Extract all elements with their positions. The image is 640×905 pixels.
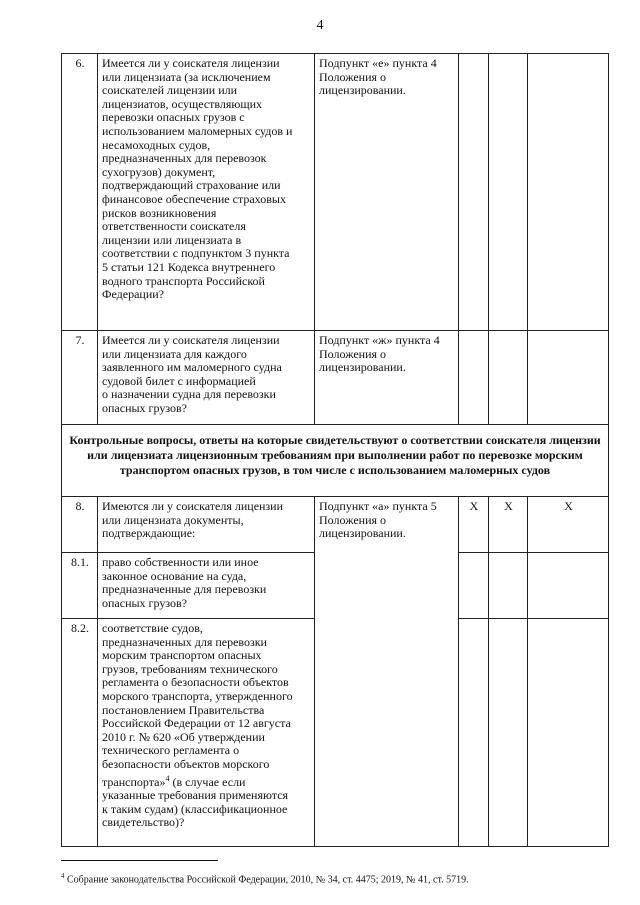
row-number: 8.1. (62, 553, 98, 619)
footnote-ref[interactable]: 4 (165, 773, 170, 783)
footnote-text: Собрание законодательства Российской Федерации, 2010, № 34, ст. 4475; 2019, № 41, ст. 5719. (64, 874, 469, 886)
question-text-part: соответствие судов, предназначенных для перевозки морским транспортом опасных грузов, требованиям технического регламента о безопасности объектов морского транспорта, утвержденного постановлением Правительства Российской Федерации от 12 августа 2010 г. № 620 «Об утверждении технического регламента о безопасности объектов морского транспорта» (102, 621, 293, 789)
table-row (62, 54, 609, 331)
table-row (62, 497, 609, 553)
answer-no-cell (489, 553, 528, 619)
answer-na-cell (528, 553, 609, 619)
row-number: 6. (62, 54, 98, 331)
checklist-table (61, 53, 609, 847)
answer-na-cell: X (528, 497, 609, 553)
answer-no-cell: X (489, 497, 528, 553)
question-text: Имеется ли у соискателя лицензии или лицензиата для каждого заявленного им маломерного судна судовой билет с информацией о назначении судна для перевозки опасных грузов? (98, 331, 315, 425)
question-text: Имеется ли у соискателя лицензии или лицензиата (за исключением соискателей лицензии или лицензиатов, осуществляющих перевозки опасных грузов с использованием маломерных судов и несамоходных судов, предназначенных для перевозок сухогрузов) документ, подтверждающий страхование или финансовое обеспечение страховых рисков возникновения ответственности соискателя лицензии или лицензиата в соответствии с подпунктом 3 пункта 5 статьи 121 Кодекса внутреннего водного транспорта Российской Федерации? (98, 54, 315, 331)
answer-yes-cell (459, 54, 489, 331)
footnote-marker: 4 (61, 872, 65, 880)
question-text: Имеются ли у соискателя лицензии или лицензиата документы, подтверждающие: (98, 497, 315, 553)
table-row (62, 331, 609, 425)
row-number: 8.2. (62, 619, 98, 847)
answer-no-cell (489, 619, 528, 847)
footnote (61, 872, 469, 885)
legal-basis: Подпункт «ж» пункта 4 Положения о лицензировании. (315, 331, 459, 425)
question-text-part: (в случае если указанные требования применяются к таким судам) (классификационное свидетельство)? (102, 774, 289, 830)
answer-na-cell (528, 619, 609, 847)
page-number: 4 (316, 18, 324, 33)
answer-yes-cell: X (459, 497, 489, 553)
legal-basis: Подпункт «е» пункта 4 Положения о лицензировании. (315, 54, 459, 331)
footnote-divider (61, 860, 218, 861)
answer-na-cell (528, 331, 609, 425)
row-number: 7. (62, 331, 98, 425)
section-heading-row (62, 425, 609, 497)
question-text: право собственности или иное законное основание на суда, предназначенные для перевозки опасных грузов? (98, 553, 315, 619)
section-heading: Контрольные вопросы, ответы на которые свидетельствуют о соответствии соискателя лицензии или лицензиата лицензионным требованиям при выполнении работ по перевозке морским транспортом опасных грузов, в том числе с использованием маломерных судов (62, 425, 609, 497)
answer-no-cell (489, 331, 528, 425)
row-number: 8. (62, 497, 98, 553)
answer-no-cell (489, 54, 528, 331)
answer-yes-cell (459, 619, 489, 847)
legal-basis: Подпункт «а» пункта 5 Положения о лицензировании. (315, 497, 459, 847)
answer-na-cell (528, 54, 609, 331)
answer-yes-cell (459, 331, 489, 425)
answer-yes-cell (459, 553, 489, 619)
question-text (98, 619, 315, 847)
